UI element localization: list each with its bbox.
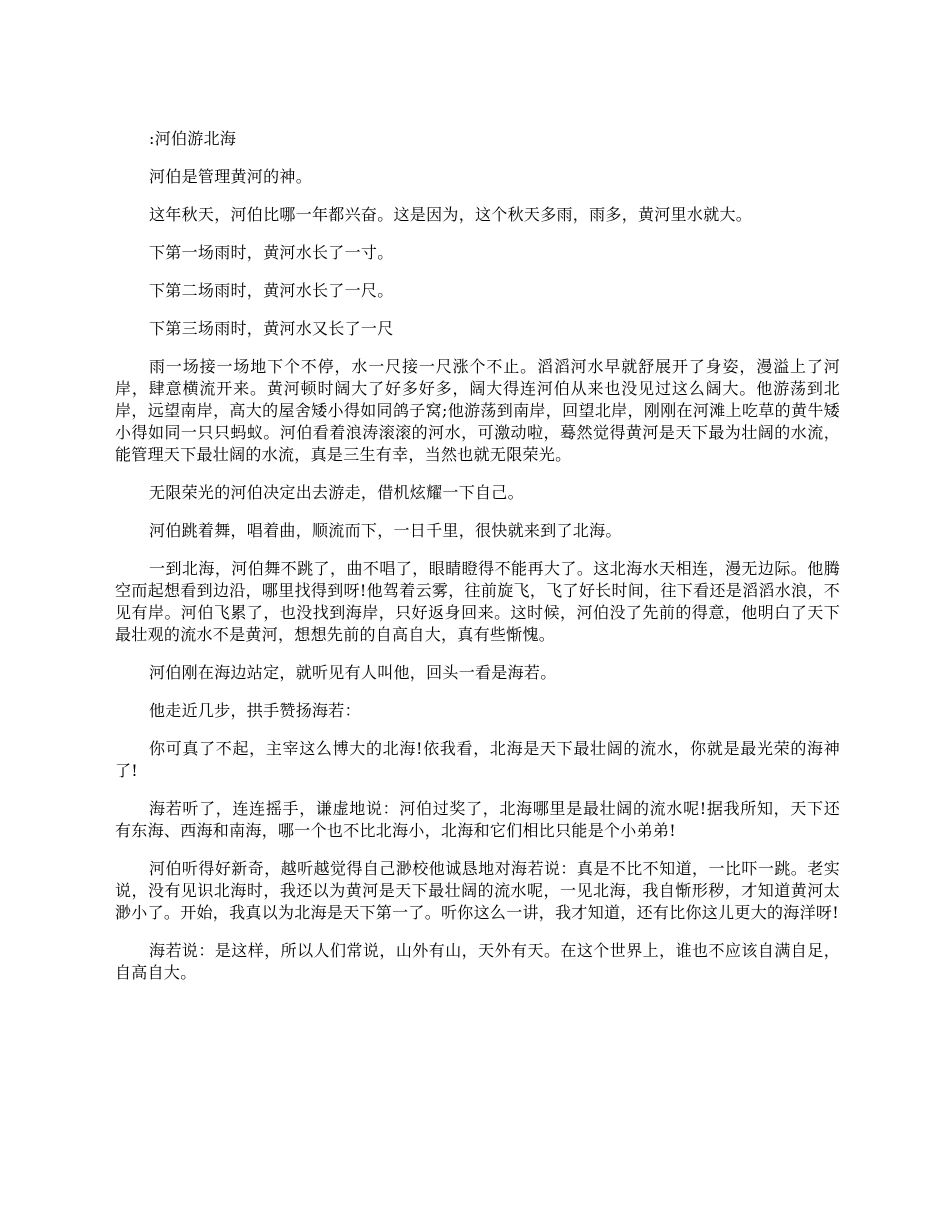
paragraph-9: 一到北海，河伯舞不跳了，曲不唱了，眼睛瞪得不能再大了。这北海水天相连，漫无边际。他腾空而起想看到边沿，哪里找得到呀!他驾着云雾，往前旋飞，飞了好长时间，往下看还是滔滔水浪，不见有岸。河伯飞累了，也没找到海岸，只好返身回来。这时候，河伯没了先前的得意，他明白了天下最壮观的流水不是黄河，想想先前的自高自大，真有些惭愧。 <box>115 559 840 644</box>
document-page <box>115 128 840 1000</box>
paragraph-10: 河伯刚在海边站定，就听见有人叫他，回头一看是海若。 <box>149 663 557 682</box>
document-title: :河伯游北海 <box>149 129 237 148</box>
paragraph-11: 他走近几步，拱手赞扬海若： <box>149 701 361 720</box>
paragraph-12: 你可真了不起，主宰这么博大的北海!依我看，北海是天下最壮阔的流水，你就是最光荣的海神了! <box>115 739 840 780</box>
paragraph-4: 下第二场雨时，黄河水长了一尺。 <box>149 281 394 300</box>
paragraph-2: 这年秋天，河伯比哪一年都兴奋。这是因为，这个秋天多雨，雨多，黄河里水就大。 <box>149 205 753 224</box>
paragraph-8: 河伯跳着舞，唱着曲，顺流而下，一日千里，很快就来到了北海。 <box>149 521 622 540</box>
paragraph-5: 下第三场雨时，黄河水又长了一尺 <box>149 319 394 338</box>
paragraph-7: 无限荣光的河伯决定出去游走，借机炫耀一下自己。 <box>149 483 524 502</box>
paragraph-14: 河伯听得好新奇，越听越觉得自己渺校他诚恳地对海若说：真是不比不知道，一比吓一跳。老实说，没有见识北海时，我还以为黄河是天下最壮阔的流水呢，一见北海，我自惭形秽，才知道黄河太渺小了。开始，我真以为北海是天下第一了。听你这么一讲，我才知道，还有比你这儿更大的海洋呀! <box>115 859 840 922</box>
paragraph-6: 雨一场接一场地下个不停，水一尺接一尺涨个不止。滔滔河水早就舒展开了身姿，漫溢上了河岸，肆意横流开来。黄河顿时阔大了好多好多，阔大得连河伯从来也没见过这么阔大。他游荡到北岸，远望南岸，高大的屋舍矮小得如同鸽子窝;他游荡到南岸，回望北岸，刚刚在河滩上吃草的黄牛矮小得如同一只只蚂蚁。河伯看着浪涛滚滚的河水，可激动啦，蓦然觉得黄河是天下最为壮阔的水流，能管理天下最壮阔的水流，真是三生有幸，当然也就无限荣光。 <box>115 357 840 464</box>
paragraph-1: 河伯是管理黄河的神。 <box>149 167 313 186</box>
paragraph-13: 海若听了，连连摇手，谦虚地说：河伯过奖了，北海哪里是最壮阔的流水呢!据我所知，天下还有东海、西海和南海，哪一个也不比北海小，北海和它们相比只能是个小弟弟! <box>115 799 840 840</box>
paragraph-3: 下第一场雨时，黄河水长了一寸。 <box>149 243 394 262</box>
paragraph-15: 海若说：是这样，所以人们常说，山外有山，天外有天。在这个世界上，谁也不应该自满自足，自高自大。 <box>115 941 840 982</box>
